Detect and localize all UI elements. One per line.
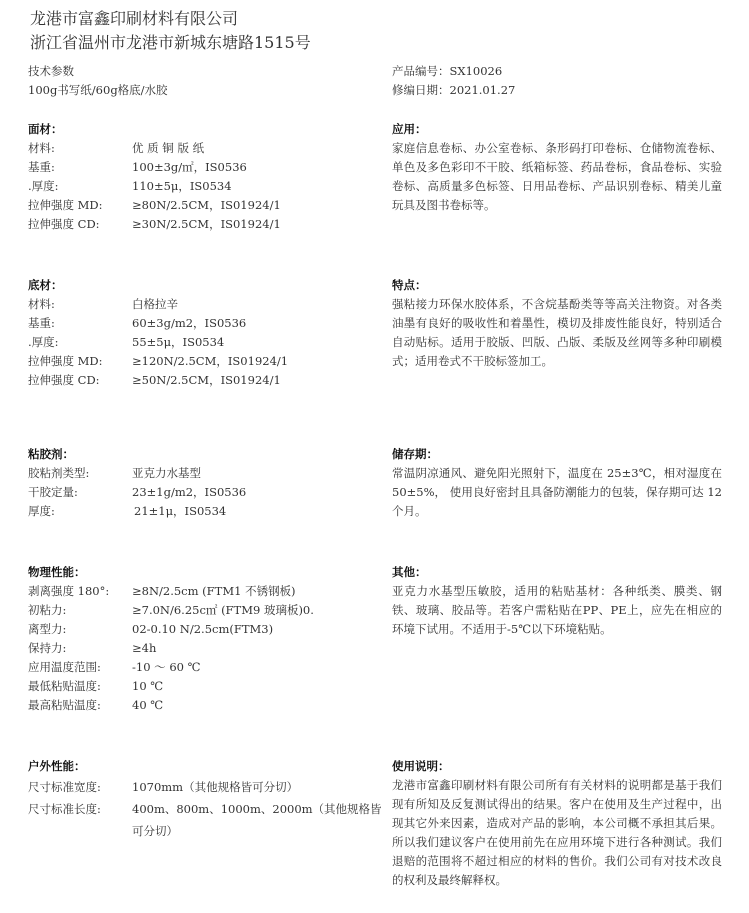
usage-title: 使用说明： (392, 759, 450, 773)
doc-type: 技术参数 (28, 64, 74, 78)
adhesive-row: 厚度: 21±1μ，IS0534 (28, 504, 227, 518)
outdoor-row: 尺寸标准宽度: 1070mm（其他规格皆可分切） (28, 780, 299, 794)
company-name: 龙港市富鑫印刷材料有限公司 (30, 9, 239, 28)
face-row: 拉伸强度 CD: ≥30N/2.5CM，IS01924/1 (28, 217, 281, 231)
company-address: 浙江省温州市龙港市新城东塘路1515号 (30, 33, 311, 52)
face-row: 拉伸强度 MD: ≥80N/2.5CM，IS01924/1 (28, 198, 281, 212)
product-code: 产品编号：SX10026 (392, 64, 503, 78)
adhesive-title: 粘胶剂： (28, 447, 74, 461)
backing-row: 拉伸强度 CD: ≥50N/2.5CM，IS01924/1 (28, 373, 281, 387)
backing-row: 基重: 60±3g/m2，IS0536 (28, 316, 247, 330)
face-material-section (28, 120, 368, 234)
adhesive-row: 胶粘剂类型: 亚克力水基型 (28, 466, 201, 480)
application-section (392, 120, 722, 215)
physical-row: 最低粘贴温度: 10 ℃ (28, 679, 164, 693)
outdoor-row: 尺寸标准长度: 400m、800m、1000m、2000m（其他规格皆 (28, 802, 382, 816)
physical-title: 物理性能： (28, 565, 86, 579)
storage-title: 储存期： (392, 447, 438, 461)
face-material-title: 面材： (28, 122, 63, 136)
adhesive-row: 干胶定量: 23±1g/m2，IS0536 (28, 485, 247, 499)
features-text: 强粘接力环保水胶体系，不含烷基酚类等等高关注物资。对各类油墨有良好的吸收性和着墨性，模切及排废性能良好，特别适合自动贴标。适用于胶版、凹版、凸版、柔版及丝网等多种印刷模式；适用卷式不干胶标签加工。 (392, 297, 722, 368)
backing-row: .厚度: 55±5μ，IS0534 (28, 335, 225, 349)
physical-row: 最高粘贴温度: 40 ℃ (28, 698, 164, 712)
other-text: 亚克力水基型压敏胶，适用的粘贴基材：各种纸类、膜类、钢铁、玻璃、胶品等。若客户需粘贴在PP、PE上，应先在相应的环境下试用。不适用于-5℃以下环境粘贴。 (392, 584, 722, 636)
physical-row: 剥离强度 180°: ≥8N/2.5cm (FTM1 不锈钢板) (28, 584, 296, 598)
usage-section (392, 757, 722, 890)
features-section (392, 276, 722, 371)
backing-row: 拉伸强度 MD: ≥120N/2.5CM，IS01924/1 (28, 354, 289, 368)
other-title: 其他： (392, 565, 427, 579)
face-row: 基重: 100±3g/㎡，IS0536 (28, 160, 247, 174)
product-name: 100g书写纸/60g格底/水胶 (28, 83, 168, 97)
storage-section (392, 445, 722, 521)
face-row: .厚度: 110±5μ，IS0534 (28, 179, 232, 193)
application-text: 家庭信息卷标、办公室卷标、条形码打印卷标、仓储物流卷标、单色及多色彩印不干胶、纸箱标签、药品卷标，食品卷标、实验卷标、高质量多色标签、日用品卷标、产品识别卷标、精美儿童玩具及图书卷标等。 (392, 141, 722, 212)
storage-text: 常温阴凉通风、避免阳光照射下，温度在 25±3℃，相对湿度在 50±5%， 使用良好密封且具备防潮能力的包装，保存期可达 12 个月。 (392, 466, 722, 518)
features-title: 特点： (392, 278, 427, 292)
usage-text: 龙港市富鑫印刷材料有限公司所有有关材料的说明都是基于我们现有所知及反复测试得出的结果。客户在使用及生产过程中，出现其它外来因素，造成对产品的影响，本公司概不承担其后果。所以我们建议客户在使用前先在应用环境下进行各种测试。我们退赔的范围将不超过相应的材料的售价。我们公司有对技术改良的权利及最终解释权。 (392, 778, 722, 887)
backing-row: 材料: 白格拉辛 (28, 297, 178, 311)
physical-row: 初粘力: ≥7.0N/6.25c㎡ (FTM9 玻璃板)0. (28, 603, 314, 617)
outdoor-section (28, 757, 382, 842)
physical-row: 保持力: ≥4h (28, 641, 157, 655)
physical-section (28, 563, 373, 715)
physical-row: 应用温度范围: -10 ～ 60 ℃ (28, 660, 201, 674)
adhesive-section (28, 445, 368, 521)
outdoor-row-continuation: 可分切） (132, 824, 178, 838)
physical-row: 离型力: 02-0.10 N/2.5cm(FTM3) (28, 622, 274, 636)
revision-date: 修编日期：2021.01.27 (392, 83, 516, 97)
outdoor-title: 户外性能： (28, 759, 86, 773)
application-title: 应用： (392, 122, 427, 136)
other-section (392, 563, 722, 639)
backing-title: 底材： (28, 278, 63, 292)
face-row: 材料: 优 质 铜 版 纸 (28, 141, 205, 155)
backing-section (28, 276, 368, 390)
